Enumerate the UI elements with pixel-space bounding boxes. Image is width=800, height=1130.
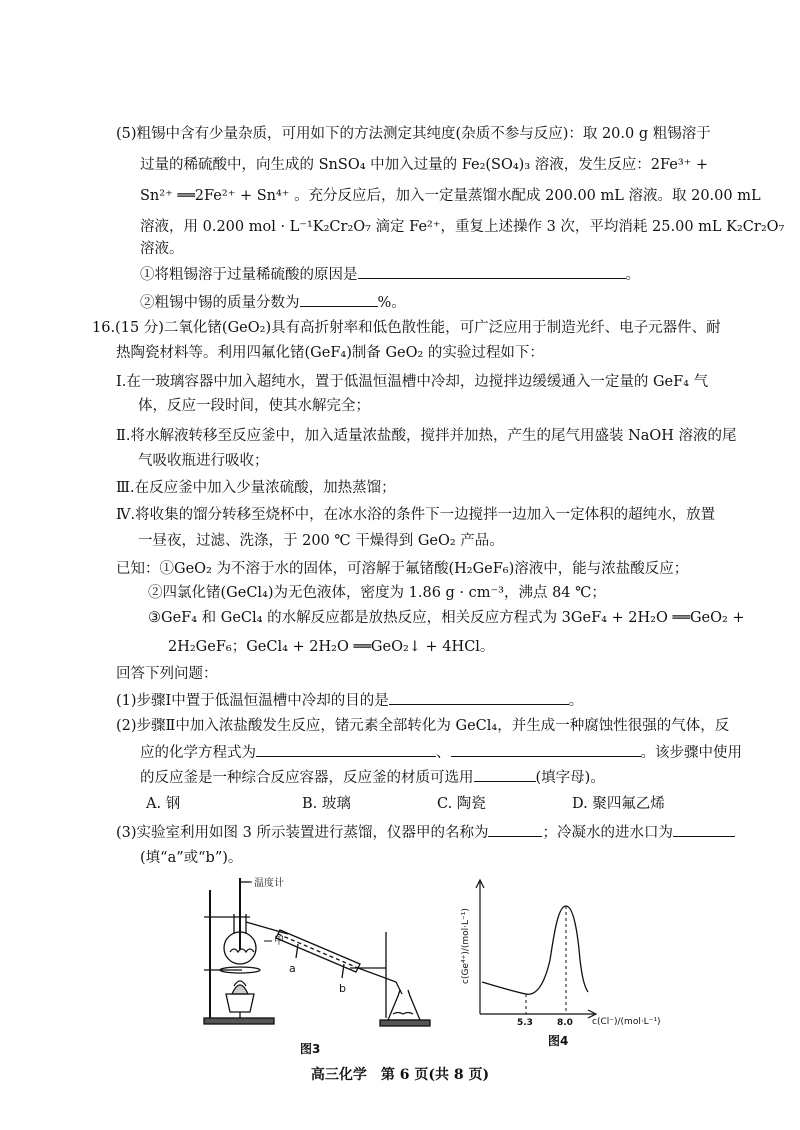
concentration-curve	[482, 906, 588, 994]
q16-known-2: ②四氯化锗(GeCl₄)为无色液体，密度为 1.86 g · cm⁻³，沸点 84 ℃；	[148, 585, 606, 601]
y-axis-label: c(Ge⁴⁺)/(mol·L⁻¹)	[461, 908, 471, 984]
q5-line-4: 溶液，用 0.200 mol · L⁻¹K₂Cr₂O₇ 滴定 Fe²⁺，重复上述操作 3 次，平均消耗 25.00 mL K₂Cr₂O₇	[140, 219, 785, 235]
q16-known-1: 已知：①GeO₂ 为不溶于水的固体，可溶解于氟锗酸(H₂GeF₆)溶液中，能与浓盐酸反应；	[116, 561, 689, 577]
q16-step-2a: Ⅱ.将水解液转移至反应釜中，加入适量浓盐酸，搅拌并加热，产生的尾气用盛装 NaOH 溶液的尾	[116, 428, 737, 444]
q16-intro-1: 16.(15 分)二氧化锗(GeO₂)具有高折射率和低色散性能，可广泛应用于制造光纤、电子元器件、耐	[92, 320, 721, 336]
q5-line-3: Sn²⁺ ══2Fe²⁺ + Sn⁴⁺ 。充分反应后，加入一定量蒸馏水配成 200.00 mL 溶液。取 20.00 mL	[140, 188, 761, 204]
figure-3-distillation-apparatus	[190, 872, 450, 1034]
x-axis-label: c(Cl⁻)/(mol·L⁻¹)	[592, 1017, 661, 1026]
answer-blank[interactable]	[673, 822, 735, 837]
q16-step-4b: 一昼夜，过滤、洗涤，于 200 ℃ 干燥得到 GeO₂ 产品。	[138, 533, 504, 549]
option-a: A. 钢	[146, 796, 181, 812]
answer-blank[interactable]	[256, 742, 436, 757]
q5-sub-2: ②粗锡中锡的质量分数为 %。	[140, 292, 406, 313]
condenser-label: 甲	[274, 936, 284, 947]
answer-blank[interactable]	[451, 742, 641, 757]
answer-blank[interactable]	[358, 264, 626, 279]
figure-4-caption: 图4	[548, 1034, 569, 1048]
q5-sub-1: ①将粗锡溶于过量稀硫酸的原因是 。	[140, 264, 640, 285]
q16-step-1a: Ⅰ.在一玻璃容器中加入超纯水，置于低温恒温槽中冷却，边搅拌边缓缓通入一定量的 GeF₄ 气	[116, 374, 709, 390]
q16-part-2a: (2)步骤Ⅱ中加入浓盐酸发生反应，锗元素全部转化为 GeCl₄，并生成一种腐蚀性很强的气体，反	[116, 718, 730, 734]
q16-step-4a: Ⅳ.将收集的馏分转移至烧杯中，在冰水浴的条件下一边搅拌一边加入一定体积的超纯水，放置	[116, 507, 716, 523]
q16-part-2b: 应的化学方程式为 、 。该步骤中使用	[140, 742, 742, 763]
q16-known-3b: 2H₂GeF₆；GeCl₄ + 2H₂O ══GeO₂↓ + 4HCl。	[168, 639, 495, 655]
tick-5-3: 5.3	[517, 1018, 533, 1026]
port-a-label: a	[289, 962, 296, 975]
thermometer-label: 温度计	[254, 878, 284, 889]
q16-part-3a: (3)实验室利用如图 3 所示装置进行蒸馏，仪器甲的名称为 ；冷凝水的进水口为	[116, 822, 735, 843]
q5-line-1: (5)粗锡中含有少量杂质，可用如下的方法测定其纯度(杂质不参与反应)：取 20.0 g 粗锡溶于	[116, 126, 711, 142]
page-footer: 高三化学 第 6 页(共 8 页)	[310, 1067, 490, 1083]
q16-known-3a: ③GeF₄ 和 GeCl₄ 的水解反应都是放热反应，相关反应方程式为 3GeF₄ + 2H₂O ══GeO₂ +	[148, 610, 745, 626]
q16-answer-prompt: 回答下列问题：	[116, 666, 218, 682]
option-b: B. 玻璃	[302, 796, 351, 812]
q5-line-2: 过量的稀硫酸中，向生成的 SnSO₄ 中加入过量的 Fe₂(SO₄)₃ 溶液，发生反应：2Fe³⁺ +	[140, 157, 709, 173]
figure-4-chart	[454, 876, 690, 1026]
q16-part-3b: (填“a”或“b”)。	[140, 850, 243, 866]
port-b-label: b	[339, 982, 346, 995]
q16-step-1b: 体，反应一段时间，使其水解完全；	[138, 398, 370, 414]
answer-blank[interactable]	[488, 822, 542, 837]
answer-blank[interactable]	[474, 767, 536, 782]
q16-intro-2: 热陶瓷材料等。利用四氟化锗(GeF₄)制备 GeO₂ 的实验过程如下：	[116, 345, 544, 361]
tick-8-0: 8.0	[557, 1018, 573, 1026]
q16-part-1: (1)步骤Ⅰ中置于低温恒温槽中冷却的目的是 。	[116, 690, 583, 711]
q16-part-2c: 的反应釜是一种综合反应容器，反应釜的材质可选用 (填字母)。	[140, 767, 605, 788]
option-c: C. 陶瓷	[437, 796, 486, 812]
answer-blank[interactable]	[389, 690, 569, 705]
q5-line-5: 溶液。	[140, 241, 184, 257]
q16-step-2b: 气吸收瓶进行吸收；	[138, 453, 269, 469]
q16-step-3: Ⅲ.在反应釜中加入少量浓硫酸，加热蒸馏；	[116, 480, 396, 496]
option-d: D. 聚四氟乙烯	[572, 796, 665, 812]
figure-3-caption: 图3	[300, 1042, 321, 1056]
answer-blank[interactable]	[300, 292, 378, 307]
